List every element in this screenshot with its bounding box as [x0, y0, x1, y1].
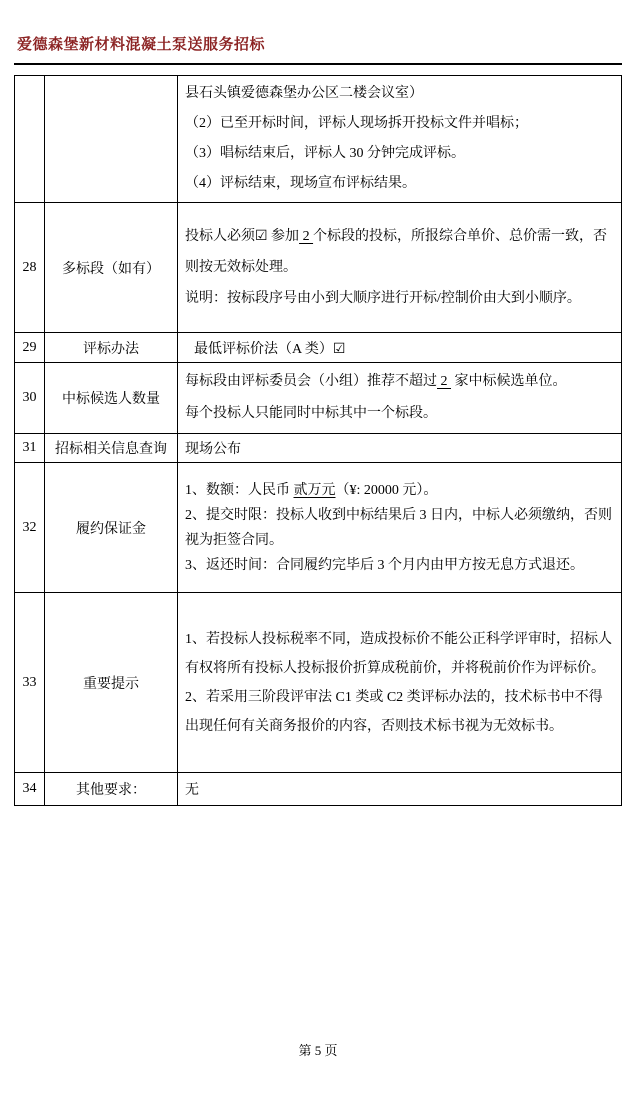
row-label-cell: 履约保证金 — [45, 463, 178, 593]
content-line: 县石头镇爱德森堡办公区二楼会议室） — [185, 86, 423, 101]
row-number-cell: 28 — [15, 203, 45, 333]
row-number-cell: 29 — [15, 333, 45, 363]
row-label-cell: 中标候选人数量 — [45, 363, 178, 434]
content-line: 无 — [185, 783, 199, 798]
row-label-cell — [45, 76, 178, 203]
text-segment: 每标段由评标委员会（小组）推荐不超过 — [185, 374, 437, 389]
content-line — [185, 478, 615, 503]
row-content-cell — [178, 363, 622, 434]
content-line: 现场公布 — [185, 442, 241, 457]
tender-conditions-table — [14, 75, 622, 806]
row-content-cell — [178, 593, 622, 773]
row-label-cell: 其他要求： — [45, 773, 178, 806]
content-line: 1、若投标人投标税率不同，造成投标价不能公正科学评审时，招标人有权将所有投标人投标报价折算成税前价，并将税前价作为评标价。 — [185, 631, 612, 676]
row-label-cell: 重要提示 — [45, 593, 178, 773]
content-line: （3）唱标结束后，评标人 30 分钟完成评标。 — [185, 146, 465, 161]
table-row-28 — [15, 203, 622, 333]
underlined-value: 贰万元 — [293, 482, 336, 498]
underlined-value: 2 — [299, 229, 314, 244]
content-line: 3、返还时间：合同履约完毕后 3 个月内由甲方按无息方式退还。 — [185, 557, 584, 573]
text-segment: 家中标候选单位。 — [451, 374, 567, 389]
content-line: 说明：按标段序号由小到大顺序进行开标/控制价由大到小顺序。 — [185, 291, 581, 306]
table-row-30 — [15, 363, 622, 434]
content-line: 2、提交时限：投标人收到中标结果后 3 日内，中标人必须缴纳，否则视为拒签合同。 — [185, 507, 612, 548]
text-segment: 投标人必须☑ 参加 — [185, 229, 300, 244]
row-content-cell — [178, 333, 622, 363]
content-line — [185, 221, 615, 283]
document-title: 爱德森堡新材料混凝土泵送服务招标 — [17, 37, 266, 53]
row-content-cell — [178, 463, 622, 593]
row-number-cell: 32 — [15, 463, 45, 593]
row-label-cell: 招标相关信息查询 — [45, 434, 178, 463]
content-line: 最低评标价法（A 类）☑ — [194, 341, 346, 357]
table-row-29 — [15, 333, 622, 363]
underlined-value: 2 — [437, 374, 451, 389]
text-segment: 1、数额：人民币 — [185, 482, 294, 498]
row-label-cell: 评标办法 — [45, 333, 178, 363]
table-row-continuation — [15, 76, 622, 203]
table-row-32 — [15, 463, 622, 593]
row-content-cell — [178, 203, 622, 333]
row-content-cell — [178, 76, 622, 203]
row-label-cell: 多标段（如有） — [45, 203, 178, 333]
content-line: 每个投标人只能同时中标其中一个标段。 — [185, 406, 437, 421]
content-line: （2）已至开标时间，评标人现场拆开投标文件并唱标； — [185, 116, 528, 131]
row-number-cell: 33 — [15, 593, 45, 773]
page-number-footer: 第 5 页 — [298, 1043, 338, 1058]
text-segment: 个标段的投标，所报综合单价、总价需一致，否则按无效标处理。 — [185, 229, 608, 275]
row-number-cell: 30 — [15, 363, 45, 434]
content-line: （4）评标结束，现场宣布评标结果。 — [185, 176, 416, 191]
table-row-33 — [15, 593, 622, 773]
content-line — [185, 366, 615, 398]
row-number-cell: 34 — [15, 773, 45, 806]
row-number-cell: 31 — [15, 434, 45, 463]
header-rule-divider — [14, 63, 622, 65]
row-number-cell — [15, 76, 45, 203]
row-content-cell — [178, 434, 622, 463]
content-line: 2、若采用三阶段评审法 C1 类或 C2 类评标办法的，技术标书中不得出现任何有关商务报价的内容，否则技术标书视为无效标书。 — [185, 689, 603, 734]
table-row-34 — [15, 773, 622, 806]
row-content-cell — [178, 773, 622, 806]
table-row-31 — [15, 434, 622, 463]
text-segment: （¥: 20000 元）。 — [335, 482, 438, 498]
